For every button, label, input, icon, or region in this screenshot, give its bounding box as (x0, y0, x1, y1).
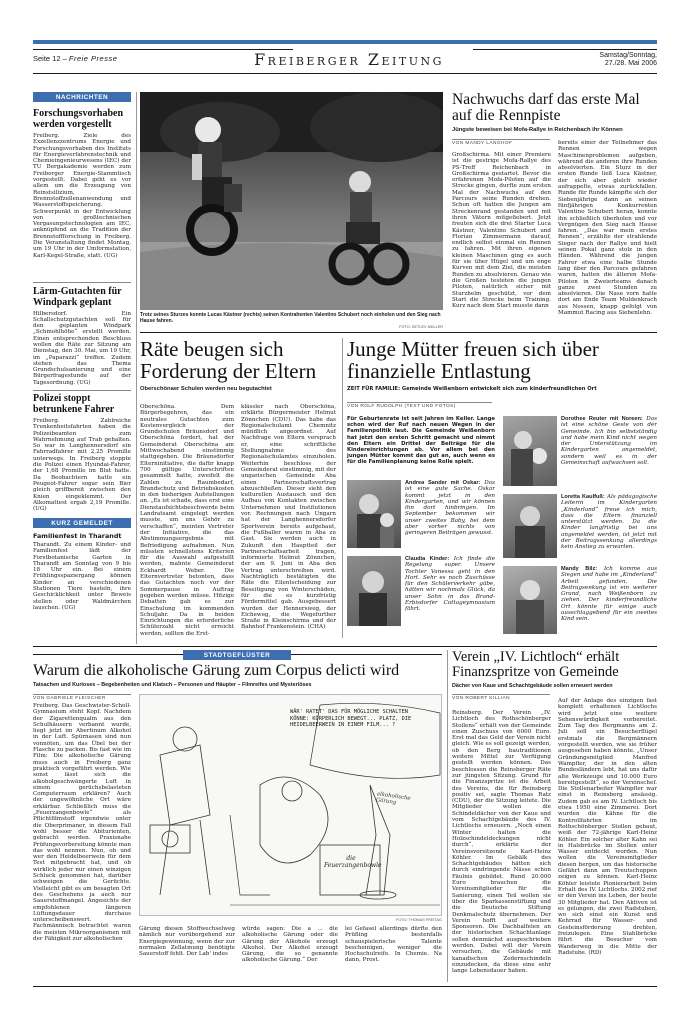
stadt-byline: VON GABRIELE FLEISCHER (33, 694, 131, 701)
verein-article (452, 650, 657, 982)
rally-photo-illustration (140, 92, 443, 310)
rally-subhead: Jüngste beweisen bei Mofa-Rallye in Reichenbach ihr Können (452, 127, 623, 133)
rally-byline: VON MANDY LANGHOF (452, 139, 550, 146)
item3-text: Freiberg. Zahlreiche Trunkenheitsfahrten haben die Polizeibeamten zum Wahrnehmung auf Trab gehalten. So war in Langhennersdorf ein Fahrradfahrer mit 2,25 Promille unterwegs. In Freiberg stoppte die Polizei einen Hyundai-Fahrer, der 1,68 Promille im Blut hatte. Da Beobachtern hatte ein Peugeot-Fahrer sogar sein Bier gleich griffbereit zwischen den Knien eingeklemmt. Der Alkomattest ergab 2,19 Promille. (UG) (33, 418, 131, 512)
stadtgefluester-label: STADTGEFLÜSTER (183, 650, 291, 660)
quote-claudia-kinder: Claudia Kinder: Ich finde die Regelung super. Unsere Tochter Vanessa geht in den Hort. Sehr es noch Zuschüsse für den Schülerverkehr gäbe, hätten wir nochmals Glück, da unser Sohn in das Brand-Erbisdorfer Cottageymnasium fährt. (405, 556, 495, 613)
item4-text: Tharandt. Zu einem Kinder- und Familienfest lädt der Forstbotanische Garten in Tharandt am Sonntag von 9 bis 18 Uhr ein. Bei einem Frühlingsspaziergang können Kinder an verschiedenen Stationen Tiere basteln, ihre Geschicklichkeit unter Beweis stellen oder Waldmärchen lauschen. (UG) (33, 542, 131, 611)
stadt-headline: Warum die alkoholische Gärung zum Corpus delicti wird (33, 662, 400, 679)
date-line: Samstag/Sonntag, 27./28. Mai 2006 (599, 52, 657, 67)
muetter-headline: Junge Mütter freuen sich über finanzielle Entlastung (347, 337, 599, 383)
verein-headline: Verein „IV. Lichtloch“ erhält Finanzspritze von Gemeinde (452, 649, 620, 680)
raete-text-col1: Oberschöna. Dem Bürgerbegehren, das ein neutrales Gutachten zum Kostenvergleich der Grundschulen Bräunsdorf und Oberschöna fordert, hat der Gemeinderat Oberschöna am Mittwochabend einstimmig stattgegeben. Die Bräunsdorfer Elterninitiative, die dafür knapp 700 gültige Unterschriften gesammelt hatte, zweifelt die Zahlen zu Raumbedarf, Brandschutz und Betriebskosten in den bisherigen Aufstellungen an. „Es ist schade, dass erst eine Dienstaufsichtsbeschwerde beim Landratsamt eingelegt werden musste, um uns Gehör zu verschaffen“, meinten Vertreter der Initiative, die das Abstimmungsergebnis mit Befriedigung aufnahmen. Nun müssten schnellstens Kriterien für die Auswahl aufgestellt werden, mahnte Gemeinderat Eckhardt Weber. Die Elternvertreter betonten, dass das Gutachten noch vor der Sommerpause in Auftrag gegeben werden müsse. Hitzige Debatten gab es zur Einschulung im kommenden Schuljahr. Da in beiden Einrichtungen die erforderliche Schülerzahl nicht erreicht werden, sollten die Erst- (140, 404, 234, 637)
stadt-subhead: Tatsachen und Kurioses – Begebenheiten und Klatsch – Personen und Häupter – Filmreifes und Mysteriöses (33, 682, 312, 688)
raete-text-col2: klässler nach Oberschöna, erklärte Bürgermeister Helmut Zönnchen (CDU). Das habe das Regionalschulamt Chemnitz mündlich angeordnet. Auf Nachfrage von Eltern versprach er, eine schriftliche Stellungnahme des Regionalschulamtes einzuholen. Weiterhin beschloss der Gemeinderat einstimmig, mit der ungarischen Gemeinde Aba einen Partnerschaftsvertrag abzuschließen. Dieser sieht den kulturellen Austausch und den Aufbau von Kontakten zwischen Unternehmen und Institutionen vor. Rechnungen nach Ungarn hat der Langhennersdorfer Sportverein bereits aufgebaut, die Fußballer waren in Aba zu Gast. Sie werden auch in Zukunft den Hauptteil der Partnerschaftsarbeit tragen, informierte Helmut Zönnchen, der am 9. Juni in Aba den Vertrag unterschreiben wird. Nachträglich bestätigten die Räte die Eilentscheidung zur Beseitigung von Winterschäden, für die es kurzfristig Fördermittel gab. Ausgebessert wurden der Hennersweg, der Eicheweg, die Wegefurther Straße in Kleinschirma und der Bahnhof Frankenstein. (CHA) (241, 404, 336, 631)
raete-headline: Räte beugen sich Forderung der Eltern (140, 337, 317, 383)
masthead-accent-bar (33, 40, 657, 44)
photo-andrea-sander (347, 480, 401, 548)
header-rule-right (473, 49, 657, 50)
cartoon-speech-bubble: WÄR' RATET' DAS FÜR MÖGLICHE SCHALTEN KÖNNE: KÖRPERLICH BEWEGT... PLATZ, DIE HEIDELBEERWEIN IN EINEM FILM... ? (290, 709, 412, 728)
cartoon-label-gaerung: alkoholische Gärung (375, 791, 411, 807)
rally-text-col1: Großschirma. Mit einer Premiere ist die gestrige Mofa-Rallye des PS-Treff Reichenbach in Großschirma gestartet. Bevor die erfahrenen Mofa-Piloten auf die Strecke gingen, durfte zum ersten Mal der Nachwuchs auf den Parcours seine Runden drehen. Schon oft hatten die Jungen am Streckenrand gestanden und mit ihren Vätern mitgefiebert. Jetzt freuten sich die drei Starter Luca Kästner, Valentino Schubert und Florian Zimmermann darauf, endlich selbst einmal ein Rennen zu fahren. Mit ihren eigenen kleinen Maschinen ging es auch für sie über Hügel und um enge Kurven mit dem Ziel, die meisten Runden zu absolvieren. Genau wie die Großen testeten die jungen Piloten, natürlich sicher mit Sturzhelm geschützt, vor dem Start die Strecke beim Training. Kurz nach dem Start musste dann (452, 152, 551, 310)
rally-text-col2: bereits einer der Teilnehmer das Rennen wegen Maschinenproblemen aufgeben, während die anderen ihre Runden absolvierten. Ein Sturz in der ersten Runde ließ Luca Kästner, der sich aber gleich wieder aufrappelte, etwas zurückfallen. Runde für Runde kämpfte sich der Siebenjährige dann an seinen fünfjährigen Konkurrenten Valentino Schubert heran, konnte ihn schließlich überholen und vor Vergnügen den Sieg nach Hause fahren. „Das war mein erstes Rennen“, erzählte der strahlende Sieger nach der Rallye und hielt seinen Pokal ganz stolz in den Händen. Während die jungen Fahrer etwa eine halbe Stunde lang über den Parcours gefahren waren, hatten die älteren Mofa-Piloten in Zweierteams danach ganze zwei Stunden zu absolvieren. Die Nase vorn hatte dort am Ende Team Muldenkrach aus Nossen, knapp gefolgt von Mammut Racing aus Siebenlehn. (558, 140, 657, 317)
photo-mandy-bilz (503, 566, 557, 634)
quote-loretta-kaulfuss: Loretta Kaulfuß: Als pädagogische Leiterin im Kindergarten „Kinderland“ freue ich mich, dass die Eltern finanziell unterstützt werden. Da die Kinder langfristig bei uns angemeldet werden, ist jetzt mit der Beitragssenkung allerdings kein Anstieg zu erwarten. (561, 494, 657, 551)
verein-text-col2: Auf der Anlage des einzigen fast komplett erhaltenen Lichtlochs wird jetzt eine weitere Sehenswürdigkeit vorbereitet. Zum Tag des Bergmanns am 2. Juli soll ein Besucherflügel erstmals die Bergmännern vorgestellt werden, wie sie früher ausgesehen haben könnte. „Unser Gründungsmitglied Manfred Wampfler, der in den alten Bundesländern lebt, hat uns dafür alte Werkzeuge und 10.000 Euro bereitgestellt“, so der Vereinschef. Die Stollenarbeiter Wampfler war einst in Reinsberg ansässig. Zudem gab es am IV. Lichtloch bis etwa 1950 eine Zimmerei. Dort wurden die Kähne für die Kontrollfahrten im Rothschönberger Stollen gebaut, weiß der 72-jährige Karl-Heinz Köhler. Ein solcher alter Kahn sei in Halsbrücke im Stollen unter Wasser entdeckt worden. Nun wollen die Vereinsmitglieder diesen bergen, um das historische Gefährt dann am Treutschuppen zeigen zu können. Karl-Heinz Köhler leistete Pionierarbeit beim Erhalt des IV. Lichtlochs. 2002 rief er den Verein ins Leben, der heute 30 Mitglieder hat. Den Aktiven ist es gelungen, die zwei Radstuben, wo sich einst ein Kunst und Kehrrad für Wasser- und Gesteinsförderung drehten, freizulegen. Eine Stahlbrücke führt die Besucher vom Wanderweg in die Mitte der Radstube. (RD) (558, 698, 657, 956)
quote-mandy-bilz: Mandy Bilz: Ich komme aus Siegen und habe im „Kinderland“ Arbeit gefunden. Die Beitragsenkung ist ein weiterer Grund, nach Weißenborn zu ziehen. Der kinderfreundliche Ort könnte für einige auch ausschlaggebend für ein zweites Kind sein. (561, 566, 657, 623)
cartoon-label-feuerzangenbowle: die Feuerzangenbowle (324, 855, 382, 869)
photo-loretta-kaulfuss (503, 494, 557, 558)
verein-byline: VON ROBERT KILLIAN (452, 694, 550, 701)
rally-headline: Nachwuchs darf das erste Mal auf die Rennpiste (452, 91, 640, 124)
raete-article (140, 338, 336, 641)
stadt-text-col3: würde sagen: Die a ... die alkoholische Gärung oder die Gärung der Alkohole erzeugt Alkohol. Der Alkohol erzeugt Gärung, die so genannte alkoholische Gärung.“ Der (242, 926, 338, 964)
page-label: Seite 12 – Freie Presse (33, 54, 118, 63)
rally-article (452, 92, 657, 324)
muetter-subhead: ZEIT FÜR FAMILIE: Gemeinde Weißenborn entwickelt sich zum kinderfreundlichen Ort (347, 386, 597, 392)
stadt-article (33, 650, 442, 982)
rally-photo (140, 92, 443, 310)
quote-andrea-sander: Andrea Sander mit Oskar: Das ist eine gute Sache. Oskar kommt jetzt in den Kindergarten, und wir können ihn dort hinbringen. Im September bekommen wir unser zweites Baby, bei dem aber vorher nichts von geringeren Beiträgen gewusst. (405, 480, 495, 537)
item1-title: Forschungsvorhaben werden vorgestellt (33, 108, 124, 130)
stadt-text-col1: Freiberg. Das Geschwister-Scholl-Gymnasium steht Kopf. Nachdem der Zigarettenqualm aus den Schulhäusern verbannt wurde, liegt jetzt im Abertinum Alkohol in der Luft. Spürnasen sind nun vonnöten, um das Übel bei der Flasche zu packen. Bis fast wie im Film: Die alkoholische Gärung muss auch in Freiberg ganz praktisch vorgeführt werden. Wie sonst lässt sich die alkoholgeschwängerte Luft in einem gerüchsbelasteten Computerraum erklären? Auch der ungewöhnliche Ort wäre erklärbar. Schließlich muss die „Feuerzangenbowle“ als Pflichtfilmstoff irgendwie unter die Oberprimaner, in diesem Fall wohl besser die Abiturienten, gebracht werden. Praxisnahe Prüfungsvorbereitung könnte man das wohl nennen. Nun, ob und wer den Heidelbeerwein für dem Test mitgebracht hat, und ob wirklich jeder nur einen winzigen Schluck genommen hat, darüber schweigen die Gerüchte. Vielleicht gibt es am besagten Ort des Geschehens ja auch nur Sauerstoffmangel. Angesichts der empfohlenen längeren Lüftungsdauer durchaus unterscheibenswert. Fachmännisch betrachtet waren die meisten Mikroorganismen mit der Fähigkeit zur alkoholischen (33, 703, 131, 942)
quote-dorothee-reuter: Dorothee Reuter mit Noreen: Das ist eine schöne Geste von der Gemeinde. Ich bin selbstständig und habe mein Kind nicht wegen der Unterstützung im Kindergarten angemeldet, sondern weil es in der Gemeinschaft aufwachsen soll. (561, 416, 657, 467)
header-bottom-rule (33, 73, 657, 74)
rally-photo-credit: FOTO: DETLEV MÜLLER (399, 325, 443, 329)
item1-text: Freiberg. Ziele des Exzellenzzentrums Energie und Forschungsvorhaben des Instituts für Energieverfahrenstechnik und Chemieingenieurwesens (IEC) der TU Bergakademie werden zum Freiberger Energie-Stammtisch vorgestellt. Dabei geht es vor allem um die Erzeugung von Reinstsilizium, Brennstoffzellenanwendung und Wasserstoffspeicherung. Schwerpunkt in der Entwicklung von großtechnischen Vergasungstechnologien am IEC, anknüpfend an die Tradition der Brennstoffforschung in Freiberg. Die Veranstaltung findet Montag, um 19 Uhr in der Umformstation, Karl-Kegel-Straße, statt. (UG) (33, 133, 131, 259)
stadt-photo-credit: FOTO: THOMAS FREITAG (396, 918, 442, 922)
news-sidebar (33, 92, 131, 654)
muetter-byline: VON ROLF RUDOLPH (TEXT UND FOTOS) (347, 402, 492, 409)
item2-text: Hilbersdorf. Ein Schallschutzgutachten soll für den geplanten Windpark „Schmohlhöhe“ erstellt werden. Einen entsprechenden Beschluss wollen die Räte zur Sitzung am Dienstag, den 30. Mai, um 19 Uhr, im „Paparazzi“ treffen. Zudem stehen das Thema Grundschulsanierung und eine Bürgerfragestunde auf der Tagesordnung. (UG) (33, 310, 131, 386)
stadt-text-col2: Gärung diesen Stoffwechselweg nämlich nur vorübergehend zur Energiegewinnung, wenn der zur normalen Zellatmung benötigte Sauerstoff fehlt. Der Lab' indes (139, 926, 235, 958)
item4-title: Familienfest in Tharandt (33, 532, 122, 540)
cartoon-illustration (139, 694, 442, 916)
muetter-article (347, 338, 657, 641)
nachrichten-label: NACHRICHTEN (33, 92, 131, 102)
item2-title: Lärm-Gutachten für Windpark geplant (33, 285, 122, 308)
item3-title: Polizei stoppt betrunkene Fahrer (33, 393, 115, 415)
raete-subhead: Oberschönaer Schulen werden neu begutachtet (140, 386, 272, 392)
photo-dorothee-reuter (503, 416, 557, 486)
verein-subhead: Dächer von Kaue und Schachtgebäude sollen erneuert werden (452, 683, 613, 689)
photo-claudia-kinder (347, 556, 401, 626)
masthead-title: Freiberger Zeitung (254, 50, 444, 69)
rally-caption: Trotz seines Sturzes konnte Lucas Kästner (rechts) seinen Kontrahenten Valentino Schubert noch einholen und den Sieg nach Hause fahren. (140, 312, 441, 324)
kurz-gemeldet-label: KURZ GEMELDET (33, 518, 131, 528)
stadt-text-col4: lei Gefasel allerdings dürfte den Prüfling bestenfalls schauspielerische Talente bescheinigen, weniger die Hochschulreife. In Chemie. Na dann, Prost. (345, 926, 442, 964)
verein-text-col1: Reinsberg. Der Verein „IV. Lichtloch des Rothschönberger Stollens“ erhält von der Gemeinde einen Zuschuss von 6000 Euro. Erst mal das Geld der Verein nicht gleich. Wie es soll gezeigt werden, ob den Berg bautraditionen weitere Mittel zur Verfügung gestellt werden können. Das beschlossen die Reinsberger Räte zur jüngsten Sitzung. Grund für die Finanzspritze ist die Arbeit des Vereins, die für Reinsberg positiv sei, sagte Thomas Ratz (CDU), der die Sitzung leitete. Die Mitglieder wollen die Schindeldächer von der Kaue und vom Schachtgebäude des IV. Lichtlochs erneuern. „Noch einen Winter halten die Holzschindeldeckungen nicht durch“, erklärte der Vereinsvorsitzende Karl-Heinz Köhler. Im Gebälk des Schachtgebäudes hätten sich durch eindringende Nässe schon Fäulnis gebildet. Rund 20.000 Euro brauchen die Vereinsmitglieder für die Sanierung, einen Teil wollen sie über die Sparkassenstiftung und die Deutsche Stiftung Denkmalschutz übernehmen. Der Verein hofft auf weitere Sponsoren. Die Dachhalfelen an der historischen Schachtanlage sollen denmächst ausgeschrieben werden. Dabei will der Verein versuchen, die Gebäude mit kanadischen Zedernschindeln einzudecken, da diese eine sehr lange Lebensdauer haben. (452, 710, 551, 975)
page-header (33, 40, 657, 78)
muetter-intro: Für Geburtenrate ist seit Jahren im Keller. Lange schon wird der Ruf nach neuen Wegen in der Familienpolitik laut. Die Gemeinde Weißenborn hat jetzt den ersten Schritt gemacht und nimmt den Eltern ein Drittel der Beiträge für die Kindereinrichtungen ab. Vor allem bei den jungen Mütter kommt das gut an, auch wenn es für die Familienplanung keine Rolle spielt. (347, 416, 495, 466)
page-bottom-rule (33, 986, 657, 987)
